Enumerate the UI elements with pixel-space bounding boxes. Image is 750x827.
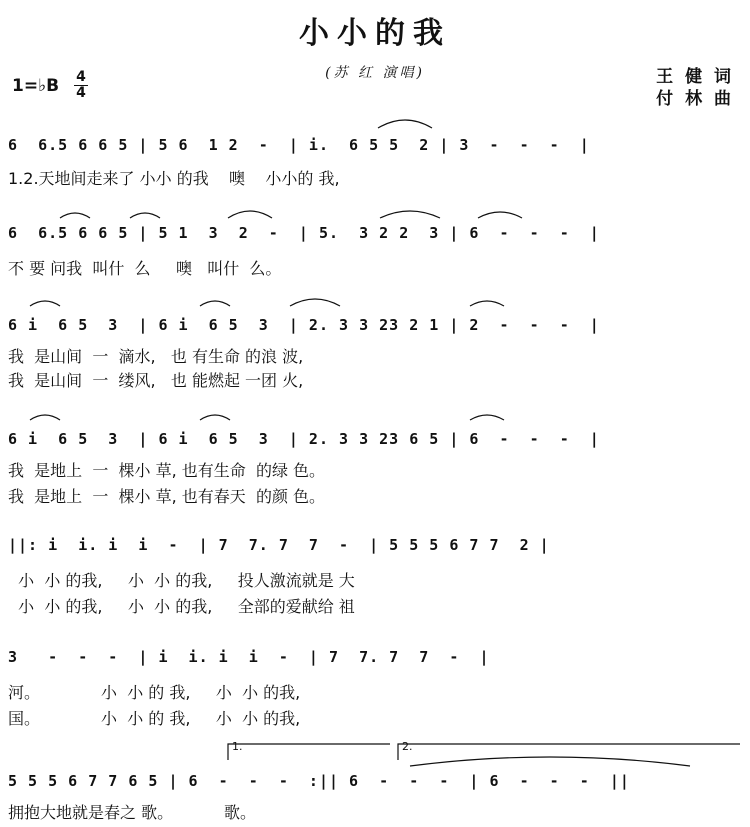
composer-credit: 付 林 曲 — [656, 89, 734, 109]
slur — [378, 120, 432, 128]
key-signature: 1=♭B — [12, 76, 60, 96]
notation-line: ||: i i. i i - | 7 7. 7 7 - | 5 5 5 6 7 7 2 | — [8, 536, 550, 554]
lyric-line: 小 小 的我, 小 小 的我, 投人激流就是 大 — [8, 571, 355, 590]
lyric-line: 国。 小 小 的 我, 小 小 的我, — [8, 709, 301, 728]
lyric-line: 我 是地上 一 棵小 草, 也有生命 的绿 色。 — [8, 461, 326, 480]
lyric-line: 我 是山间 一 缕风, 也 能燃起 一团 火, — [8, 371, 304, 390]
volta-1-label: 1. — [232, 740, 243, 753]
time-denominator: 4 — [76, 85, 86, 101]
slur — [410, 757, 690, 766]
lyric-line: 1.2.天地间走来了 小小 的我 噢 小小的 我, — [8, 169, 340, 188]
notation-line: 3 - - - | i i. i i - | 7 7. 7 7 - | — [8, 648, 490, 666]
slur — [290, 299, 340, 306]
notation-line: 6 6.5 6 6 5 | 5 1 3 2 - | 5. 3 2 2 3 | 6 - - - | — [8, 224, 600, 242]
notation-line: 6 i 6 5 3 | 6 i 6 5 3 | 2. 3 3 23 2 1 | 2 - - - | — [8, 316, 600, 334]
notation-line: 5 5 5 6 7 7 6 5 | 6 - - - :|| 6 - - - | 6 - - - || — [8, 772, 630, 790]
slur — [228, 211, 272, 218]
slur — [380, 211, 440, 218]
lyric-line: 拥抱大地就是春之 歌。 歌。 — [8, 803, 256, 822]
song-title: 小小的我 — [299, 16, 451, 51]
performer-note: (苏 红 演唱) — [325, 65, 425, 81]
lyric-line: 河。 小 小 的 我, 小 小 的我, — [8, 683, 301, 702]
slur — [30, 301, 60, 306]
slur — [200, 415, 230, 420]
volta-1 — [228, 744, 390, 760]
lyricist-credit: 王 健 词 — [656, 67, 734, 87]
time-numerator: 4 — [76, 69, 86, 85]
lyric-line: 不 要 问我 叫什 么 噢 叫什 么。 — [8, 259, 282, 278]
notation-line: 6 6.5 6 6 5 | 5 6 1 2 - | i. 6 5 5 2 | 3 - - - | — [8, 136, 590, 154]
volta-2-label: 2. — [402, 740, 413, 753]
slur — [478, 212, 522, 218]
slur — [30, 415, 60, 420]
lyric-line: 小 小 的我, 小 小 的我, 全部的爱献给 祖 — [8, 597, 355, 616]
time-signature — [72, 70, 90, 101]
lyric-line: 我 是地上 一 棵小 草, 也有春天 的颜 色。 — [8, 487, 326, 506]
notation-line: 6 i 6 5 3 | 6 i 6 5 3 | 2. 3 3 23 6 5 | 6 - - - | — [8, 430, 600, 448]
slur — [470, 415, 504, 420]
slur — [200, 301, 230, 306]
slur — [130, 213, 160, 218]
lyric-line: 我 是山间 一 滴水, 也 有生命 的浪 波, — [8, 347, 304, 366]
slur — [470, 301, 504, 306]
slur — [60, 213, 90, 218]
volta-2 — [398, 744, 740, 760]
